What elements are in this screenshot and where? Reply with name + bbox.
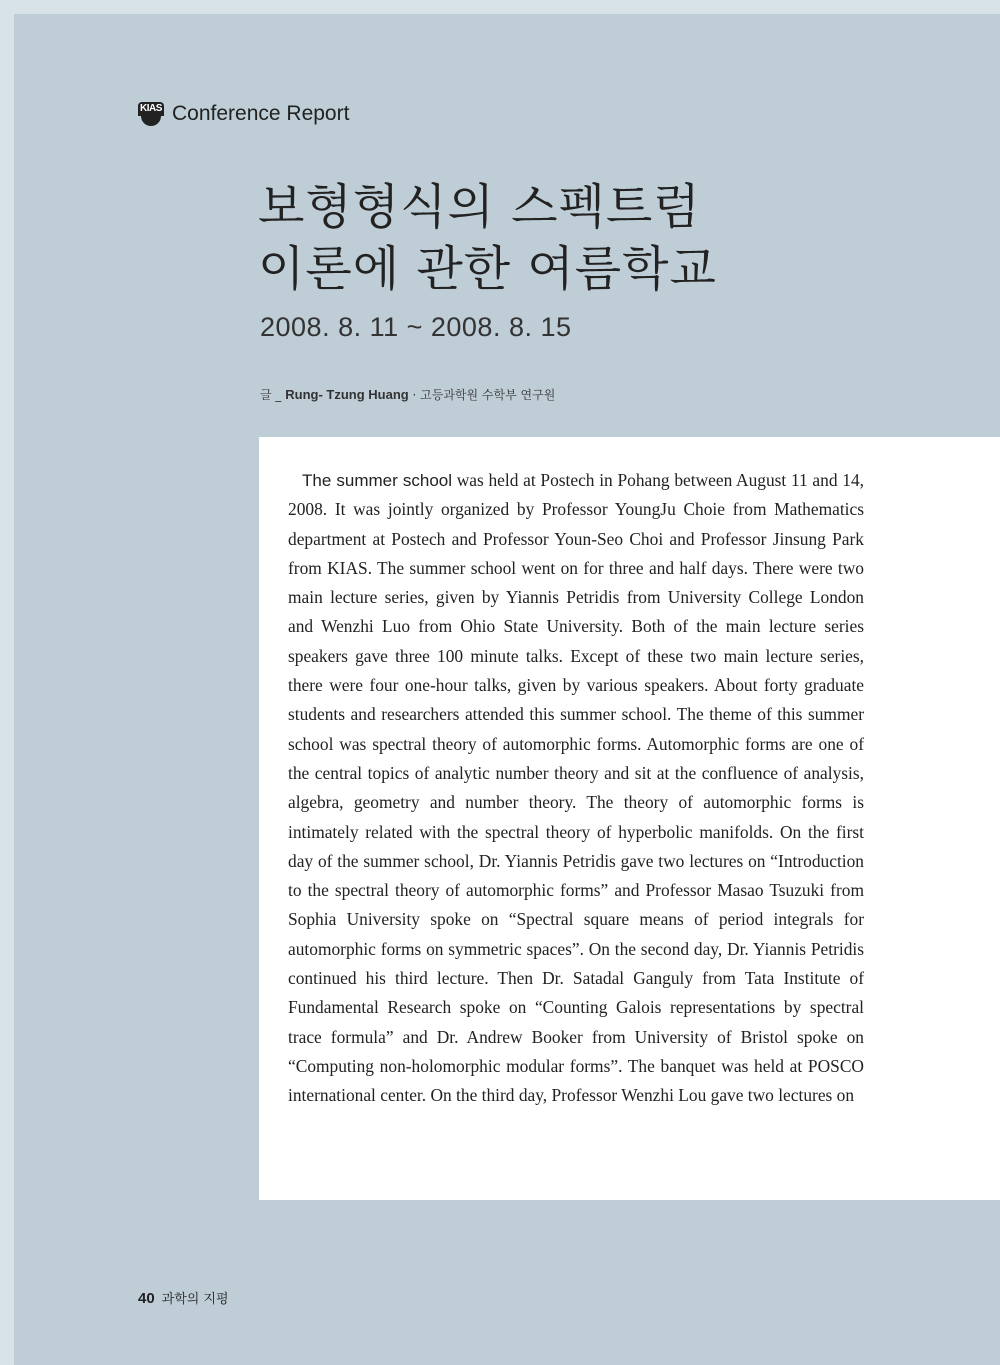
body-text: was held at Postech in Pohang between August 11 and 14, 2008. It was jointly organized by Professor YoungJu Choie from Mathematics department at Postech and Professor Youn-Seo Choi and Professor Jinsung Park from KIAS. The summer school went on for three and half days. There were two main lecture series, given by Yiannis Petridis from University College London and Wenzhi Luo from Ohio State University. Both of the main lecture series speakers gave three 100 minute talks. Except of these two main lecture series, there were four one-hour talks, given by various speakers. About forty graduate students and researchers attended this summer school. The theme of this summer school was spectral theory of automorphic forms. Automorphic forms are one of the central topics of analytic number theory and sit at the confluence of analysis, algebra, geometry and number theory. The theory of automorphic forms is intimately related with the spectral theory of hyperbolic manifolds. On the first day of the summer school, Dr. Yiannis Petridis gave two lectures on “Introduction to the spectral theory of automorphic forms” and Professor Masao Tsuzuki from Sophia University spoke on “Spectral square means of period integrals for automorphic forms on symmetric spaces”. On the second day, Dr. Yiannis Petridis continued his third lecture. Then Dr. Satadal Ganguly from Tata Institute of Fundamental Research spoke on “Counting Galois representations by spectral trace formula” and Dr. Andrew Booker from University of Bristol spoke on “Computing non-holomorphic modular forms”. The banquet was held at POSCO international center. On the third day, Professor Wenzhi Lou gave two lectures on xyxy=(288,470,864,1106)
kias-logo xyxy=(138,102,164,126)
article-title xyxy=(258,176,958,300)
section-header xyxy=(138,100,349,128)
lead-words: The summer school xyxy=(302,471,453,490)
byline xyxy=(260,386,555,403)
logo-bowl xyxy=(141,116,161,126)
byline-prefix: 글 _ xyxy=(260,388,286,402)
author-name: Rung- Tzung Huang xyxy=(285,387,409,402)
event-dates: 2008. 8. 11 ~ 2008. 8. 15 xyxy=(260,312,572,342)
title-line-1: 보형형식의 스펙트럼 xyxy=(258,179,701,235)
page-number: 40 xyxy=(138,1290,155,1307)
section-label: Conference Report xyxy=(172,102,350,125)
title-line-2: 이론에 관한 여름학교 xyxy=(258,241,717,297)
author-affiliation: · 고등과학원 수학부 연구원 xyxy=(408,388,556,402)
page-footer xyxy=(138,1288,229,1307)
magazine-name: 과학의 지평 xyxy=(161,1292,229,1307)
article-body xyxy=(288,466,864,1111)
logo-text: KIAS xyxy=(138,102,164,116)
